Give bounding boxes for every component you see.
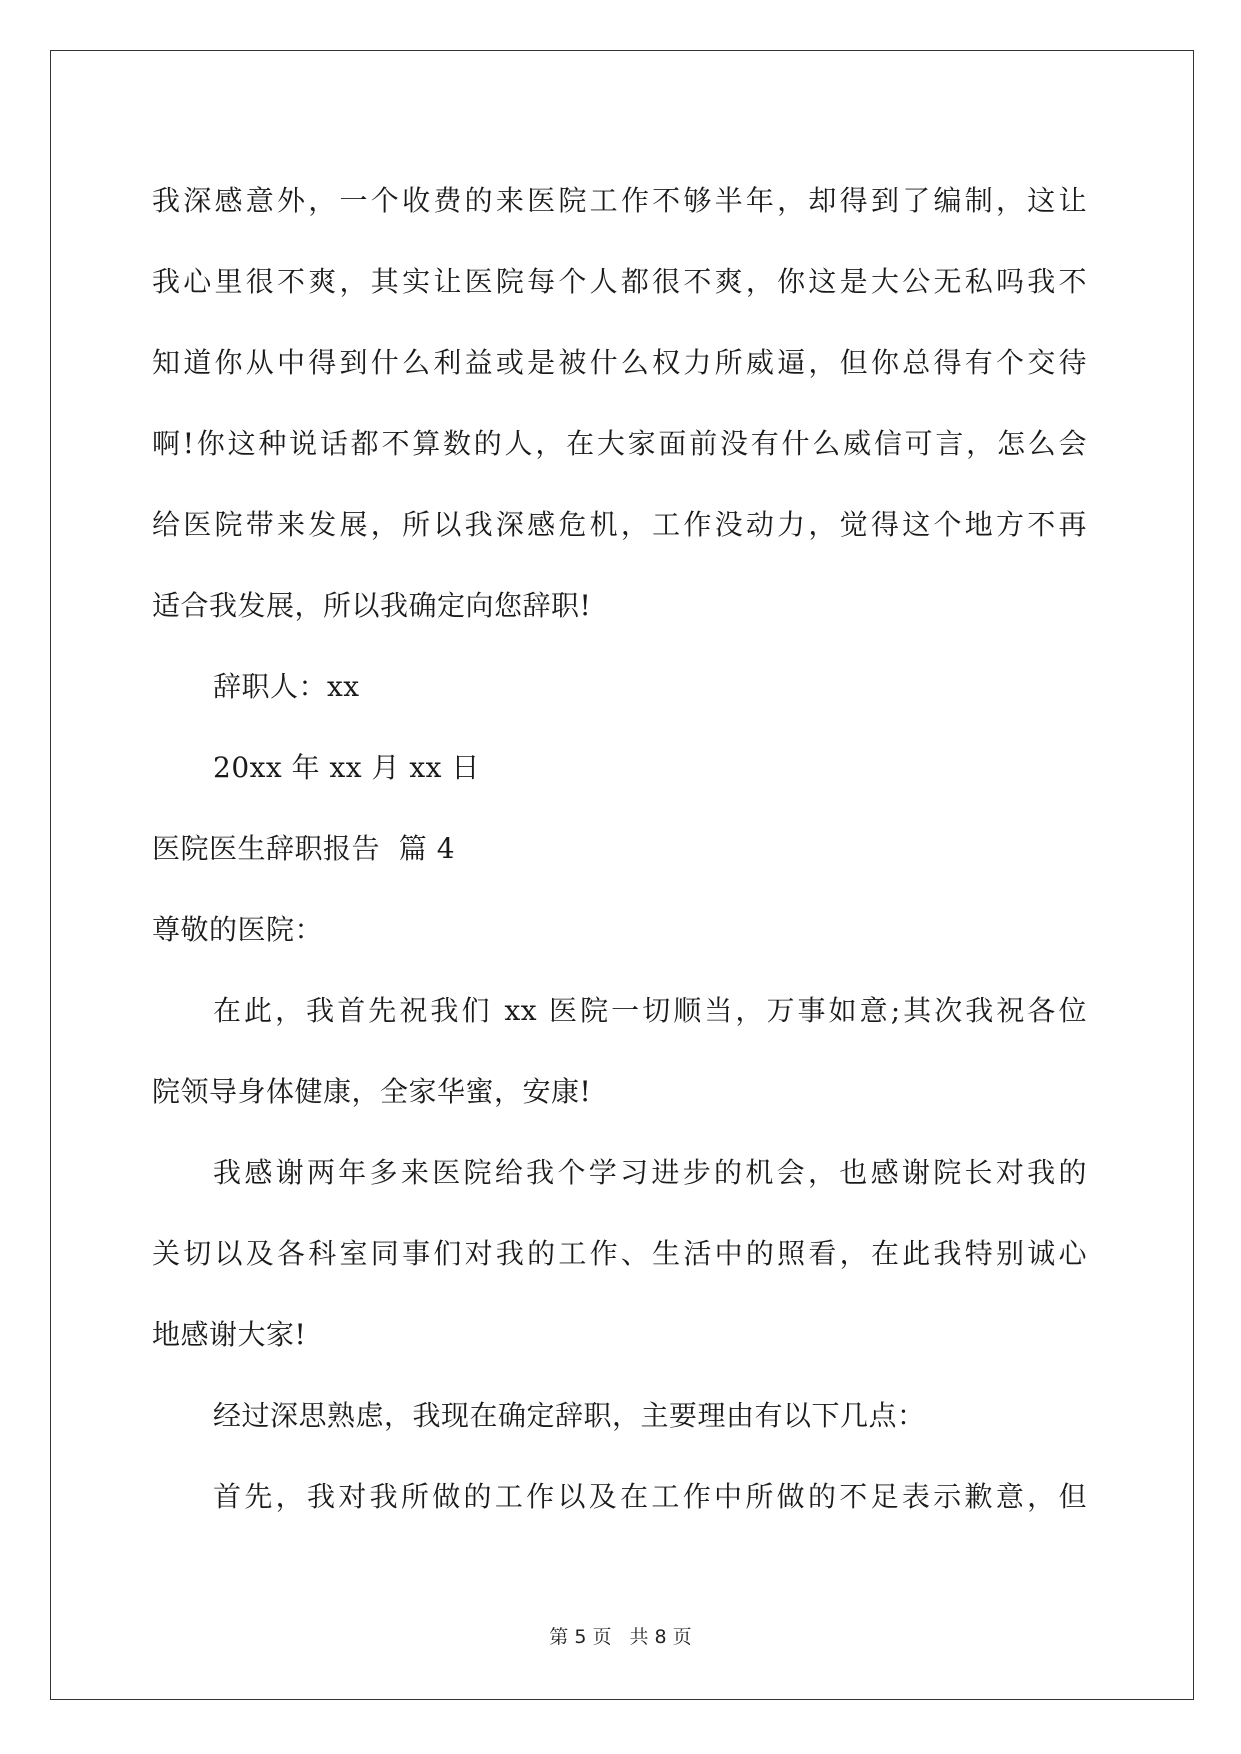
date-line: 20xx 年 xx 月 xx 日 — [213, 751, 480, 784]
paragraph-line: 地感谢大家! — [152, 1318, 307, 1351]
paragraph-line: 在此，我首先祝我们 xx 医院一切顺当，万事如意;其次我祝各位 — [213, 994, 1087, 1027]
paragraph-line: 给医院带来发展，所以我深感危机，工作没动力，觉得这个地方不再 — [152, 508, 1087, 541]
section-title: 医院医生辞职报告 篇 4 — [152, 832, 456, 865]
page-footer — [0, 1622, 1241, 1649]
paragraph-line: 知道你从中得到什么利益或是被什么权力所威逼，但你总得有个交待 — [152, 346, 1087, 379]
paragraph-line: 关切以及各科室同事们对我的工作、生活中的照看，在此我特别诚心 — [152, 1237, 1087, 1270]
paragraph-line: 我深感意外，一个收费的来医院工作不够半年，却得到了编制，这让 — [152, 184, 1087, 217]
paragraph-line: 经过深思熟虑，我现在确定辞职，主要理由有以下几点： — [213, 1399, 926, 1432]
salutation: 尊敬的医院： — [152, 913, 324, 946]
paragraph-line: 适合我发展，所以我确定向您辞职! — [152, 589, 592, 622]
page-total: 共 8 页 — [629, 1626, 692, 1648]
document-body — [152, 160, 1087, 1537]
page-number: 第 5 页 — [549, 1626, 612, 1648]
paragraph-line: 啊!你这种说话都不算数的人，在大家面前没有什么威信可言，怎么会 — [152, 427, 1087, 460]
paragraph-line: 院领导身体健康，全家华蜜，安康! — [152, 1075, 592, 1108]
paragraph-line: 首先，我对我所做的工作以及在工作中所做的不足表示歉意，但 — [213, 1480, 1087, 1513]
signature-line: 辞职人：xx — [213, 670, 360, 703]
paragraph-line: 我心里很不爽，其实让医院每个人都很不爽，你这是大公无私吗我不 — [152, 265, 1087, 298]
paragraph-line: 我感谢两年多来医院给我个学习进步的机会，也感谢院长对我的 — [213, 1156, 1087, 1189]
